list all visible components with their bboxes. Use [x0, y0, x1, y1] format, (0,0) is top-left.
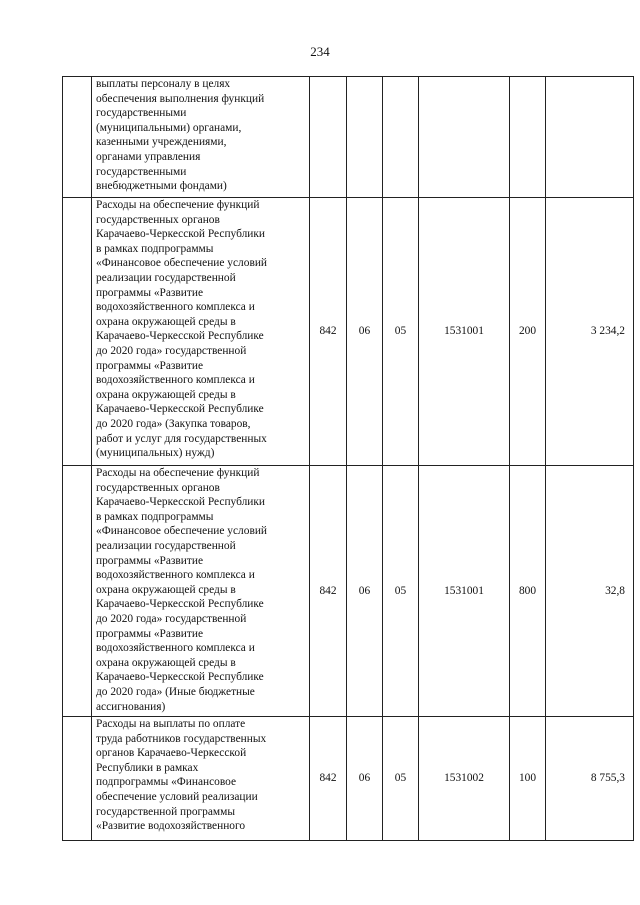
amount-cell: 32,8: [546, 466, 634, 717]
target-article-cell: 1531001: [419, 198, 510, 466]
target-article-cell: [419, 77, 510, 198]
ministry-code-cell: [310, 77, 347, 198]
target-article-cell: 1531002: [419, 717, 510, 841]
expense-name: Расходы на выплаты по оплате труда работников государственных органов Карачаево-Черкесской Республики в рамках подпрограммы «Финансовое обеспечение условий реализации государственной программы «Развитие водохозяйственного: [96, 718, 267, 833]
expense-type-cell: [510, 77, 546, 198]
row-index-cell: [63, 466, 92, 717]
expense-type-cell: 800: [510, 466, 546, 717]
ministry-code-cell: 842: [310, 198, 347, 466]
row-index-cell: [63, 77, 92, 198]
amount-cell: 3 234,2: [546, 198, 634, 466]
subsection-cell: 05: [383, 198, 419, 466]
budget-table: [62, 76, 634, 841]
expense-name: Расходы на обеспечение функций государственных органов Карачаево-Черкесской Республики в рамках подпрограммы «Финансовое обеспечение условий реализации государственной программы «Развитие водохозяйственного комплекса и охрана окружающей среды в Карачаево-Черкесской Республике до 2020 года» государственной программы «Развитие водохозяйственного комплекса и охрана окружающей среды в Карачаево-Черкесской Республике до 2020 года» (Закупка товаров, работ и услуг для государственных (муниципальных) нужд): [96, 199, 268, 460]
section-cell: 06: [347, 198, 383, 466]
expense-name: выплаты персоналу в целях обеспечения выполнения функций государственными (муниципальными) органами, казенными учреждениями, органами управления государственными внебюджетными фондами): [96, 78, 265, 193]
subsection-cell: 05: [383, 717, 419, 841]
row-index-cell: [63, 717, 92, 841]
section-cell: [347, 77, 383, 198]
table-row: [63, 717, 634, 841]
expense-type-cell: 200: [510, 198, 546, 466]
section-cell: 06: [347, 717, 383, 841]
ministry-code-cell: 842: [310, 717, 347, 841]
amount-cell: 8 755,3: [546, 717, 634, 841]
section-cell: 06: [347, 466, 383, 717]
target-article-cell: 1531001: [419, 466, 510, 717]
amount-cell: [546, 77, 634, 198]
page-number: 234: [310, 44, 330, 59]
subsection-cell: [383, 77, 419, 198]
expense-type-cell: 100: [510, 717, 546, 841]
expense-name: Расходы на обеспечение функций государственных органов Карачаево-Черкесской Республики в рамках подпрограммы «Финансовое обеспечение условий реализации государственной программы «Развитие водохозяйственного комплекса и охрана окружающей среды в Карачаево-Черкесской Республике до 2020 года» государственной программы «Развитие водохозяйственного комплекса и охрана окружающей среды в Карачаево-Черкесской Республике до 2020 года» (Иные бюджетные ассигнования): [96, 467, 268, 713]
expense-name-cell: [92, 77, 310, 198]
table-row: [63, 198, 634, 466]
table-row: [63, 77, 634, 198]
expense-name-cell: [92, 198, 310, 466]
row-index-cell: [63, 198, 92, 466]
ministry-code-cell: 842: [310, 466, 347, 717]
table-row: [63, 466, 634, 717]
expense-name-cell: [92, 466, 310, 717]
subsection-cell: 05: [383, 466, 419, 717]
expense-name-cell: [92, 717, 310, 841]
